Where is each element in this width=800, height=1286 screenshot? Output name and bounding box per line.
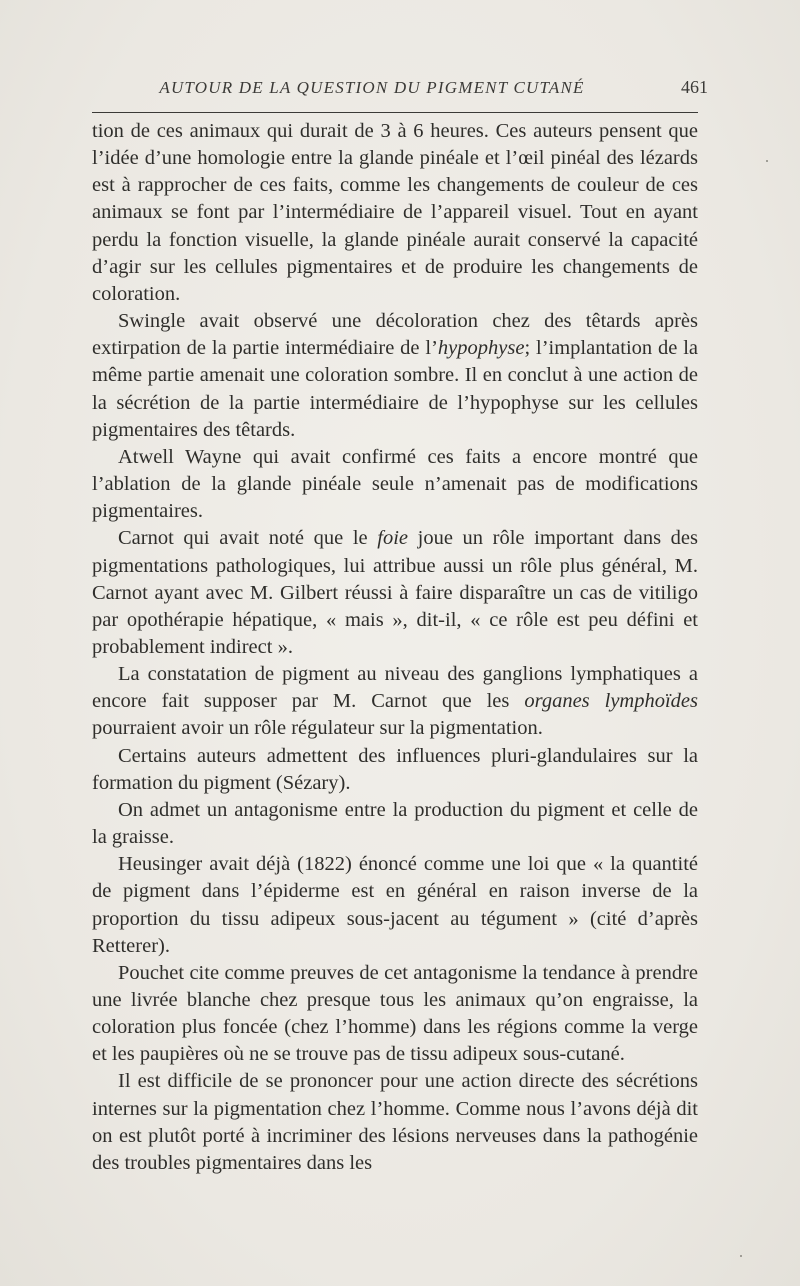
text-run: Carnot qui avait noté que le bbox=[118, 527, 378, 550]
text-run: Il est difficile de se prononcer pour une action directe des sécrétions internes sur la pigmentation chez l’homme. Comme nous l’avons déjà dit on est plutôt porté à incriminer des lésions nerveuses dans la pathogénie des troubles pigmentaires dans les bbox=[92, 1070, 698, 1174]
body-text bbox=[92, 118, 698, 1177]
paragraph bbox=[92, 1068, 698, 1177]
text-run: La constatation de pigment au niveau des ganglions lymphatiques a encore fait supposer par M. Carnot que les bbox=[92, 663, 698, 713]
running-head bbox=[92, 76, 708, 102]
paragraph bbox=[92, 308, 698, 444]
paragraph bbox=[92, 444, 698, 525]
page-number: 461 bbox=[681, 77, 708, 97]
text-run: On admet un antagonisme entre la production du pigment et celle de la graisse. bbox=[92, 798, 698, 849]
paragraph bbox=[92, 960, 698, 1069]
italic-term: hypophyse bbox=[437, 337, 525, 360]
text-run: joue un rôle important dans des pigmentations pathologiques, lui attribue aussi un rôle plus général, M. Carnot ayant avec M. Gilbert réussi à faire disparaître un cas de vitiligo par opothérapie hépatique, « mais », dit-il, « ce rôle est peu défini et probablement indirect ». bbox=[92, 527, 698, 658]
text-run: Swingle avait observé une décoloration chez des têtards après extirpation de la partie intermédiaire de l’ bbox=[92, 310, 698, 360]
italic-term: foie bbox=[377, 527, 408, 550]
paragraph bbox=[92, 661, 698, 742]
paragraph bbox=[92, 851, 698, 960]
text-run: ; l’implantation de la même partie amenait une coloration sombre. Il en conclut à une action de la sécrétion de la partie intermédiaire de l’hypophyse sur les cellules pigmentaires des têtards. bbox=[92, 337, 699, 441]
italic-term: organes lymphoïdes bbox=[524, 690, 699, 713]
paragraph bbox=[92, 797, 698, 851]
text-run: Certains auteurs admettent des influences pluri-glandulaires sur la formation du pigment (Sézary). bbox=[92, 744, 698, 794]
text-run: Pouchet cite comme preuves de cet antagonisme la tendance à prendre une livrée blanche chez presque tous les animaux qu’on engraisse, la coloration plus foncée (chez l’homme) dans les régions comme la verge et les paupières où ne se trouve pas de tissu adipeux sous-cutané. bbox=[92, 961, 698, 1066]
paper-speck bbox=[766, 160, 768, 162]
paragraph bbox=[92, 525, 698, 661]
paragraph bbox=[92, 743, 698, 797]
paragraph bbox=[92, 118, 698, 308]
text-run: pourraient avoir un rôle régulateur sur la pigmentation. bbox=[92, 717, 543, 740]
text-run: tion de ces animaux qui durait de 3 à 6 heures. Ces auteurs pensent que l’idée d’une homologie entre la glande pinéale et l’œil pinéal des lézards est à rapprocher de ces faits, comme les changements de couleur de ces animaux se font par l’intermédiaire de l’appareil visuel. Tout en ayant perdu la fonction visuelle, la glande pinéale aurait conservé la capacité d’agir sur les cellules pigmentaires et de produire les changements de coloration. bbox=[92, 120, 698, 305]
text-run: Heusinger avait déjà (1822) énoncé comme une loi que « la quantité de pigment dans l’épiderme est en général en raison inverse de la proportion du tissu adipeux sous-jacent au tégument » (cité d’après Retterer). bbox=[92, 853, 698, 957]
paper-speck bbox=[740, 1255, 742, 1257]
running-title: AUTOUR DE LA QUESTION DU PIGMENT CUTANÉ bbox=[159, 78, 585, 97]
header-rule bbox=[92, 112, 698, 113]
text-run: Atwell Wayne qui avait confirmé ces faits a encore montré que l’ablation de la glande pinéale seule n’amenait pas de modifications pigmentaires. bbox=[92, 445, 698, 523]
